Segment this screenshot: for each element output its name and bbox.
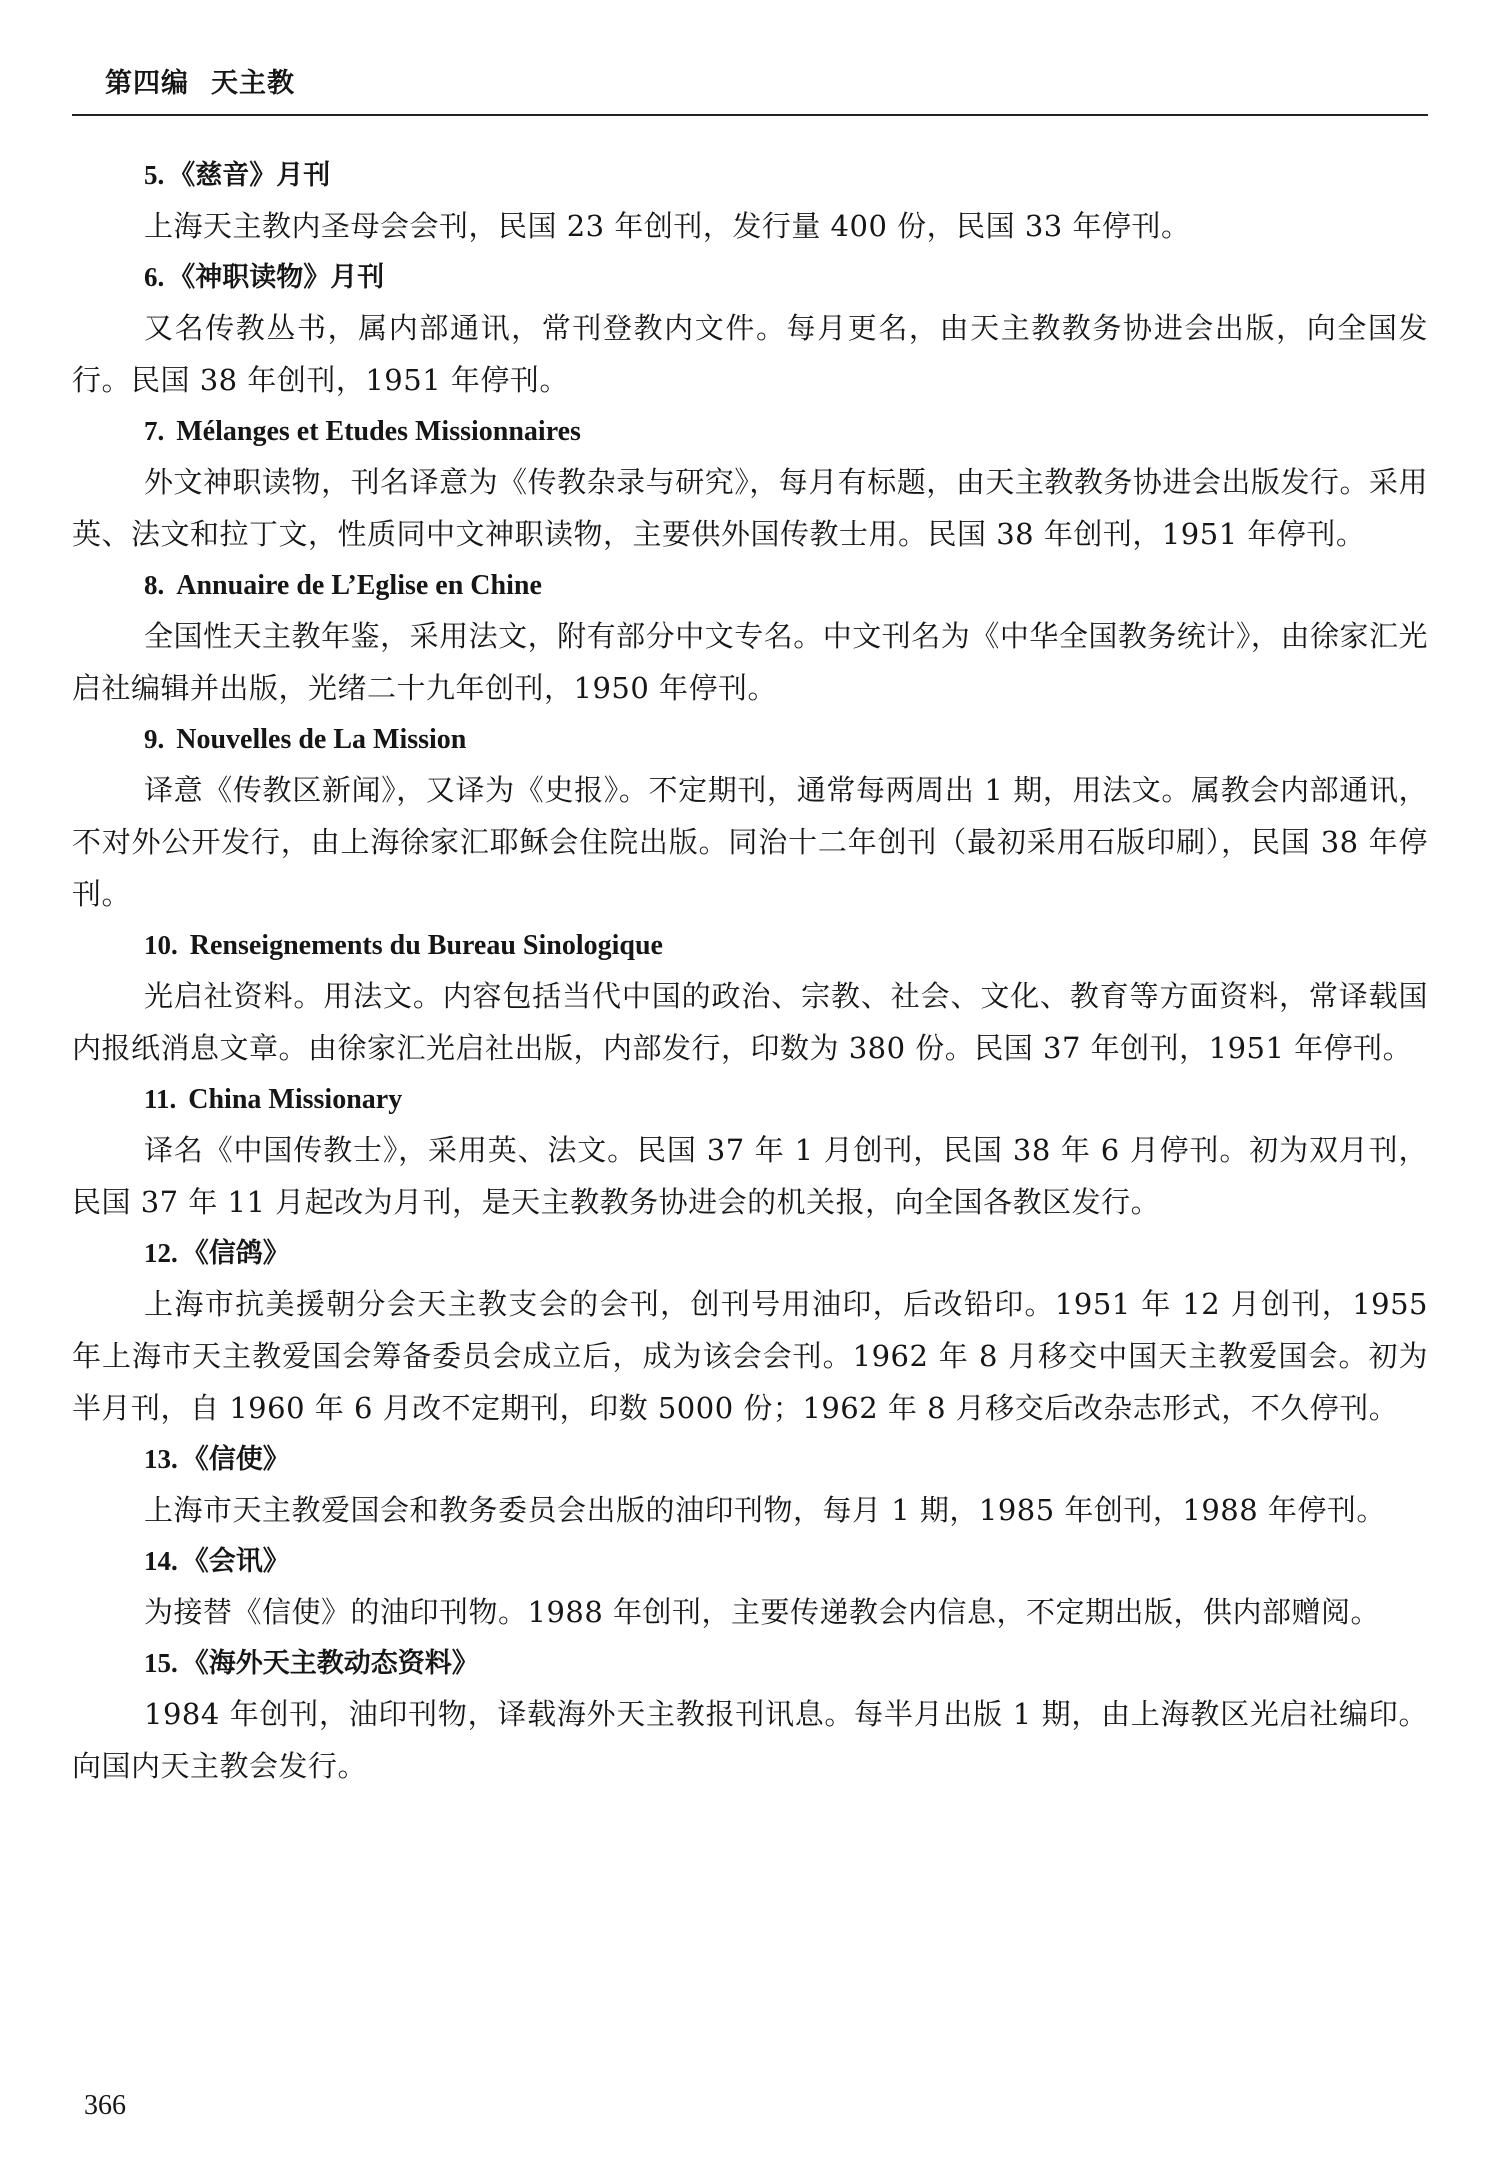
entry-number: 11. bbox=[144, 1084, 177, 1114]
entry-body: 光启社资料。用法文。内容包括当代中国的政治、宗教、社会、文化、教育等方面资料，常译载国内报纸消息文章。由徐家汇光启社出版，内部发行，印数为 380 份。民国 37 年创刊，1951 年停刊。 bbox=[72, 979, 1428, 1065]
entry-number: 6. bbox=[144, 262, 165, 292]
entry-heading bbox=[144, 406, 1428, 456]
entry bbox=[72, 406, 1428, 560]
entry-title: 《慈音》月刊 bbox=[168, 160, 331, 191]
entry-body: 上海天主教内圣母会会刊，民国 23 年创刊，发行量 400 份，民国 33 年停刊。 bbox=[144, 209, 1191, 243]
entry-number: 13. bbox=[144, 1444, 178, 1474]
entry-title: 《神职读物》月刊 bbox=[168, 262, 385, 293]
entry-number: 10. bbox=[144, 930, 178, 960]
entry-heading bbox=[144, 560, 1428, 610]
entry-number: 5. bbox=[144, 160, 165, 190]
entry-title: Annuaire de L’Eglise en Chine bbox=[176, 570, 542, 601]
entry-heading bbox=[144, 1536, 1428, 1586]
entry-body: 外文神职读物，刊名译意为《传教杂录与研究》，每月有标题，由天主教教务协进会出版发行。采用英、法文和拉丁文，性质同中文神职读物，主要供外国传教士用。民国 38 年创刊，1951 年停刊。 bbox=[72, 465, 1428, 551]
entry bbox=[72, 150, 1428, 252]
entry-heading bbox=[144, 1434, 1428, 1484]
entries-list bbox=[72, 150, 1428, 1792]
entry-body: 全国性天主教年鉴，采用法文，附有部分中文专名。中文刊名为《中华全国教务统计》，由徐家汇光启社编辑并出版，光绪二十九年创刊，1950 年停刊。 bbox=[72, 619, 1428, 705]
entry-number: 8. bbox=[144, 570, 165, 600]
entry-body: 1984 年创刊，油印刊物，译载海外天主教报刊讯息。每半月出版 1 期，由上海教区光启社编印。向国内天主教会发行。 bbox=[72, 1697, 1428, 1783]
entry-heading bbox=[144, 1638, 1428, 1688]
entry-heading bbox=[144, 1228, 1428, 1278]
entry-body: 又名传教丛书，属内部通讯，常刊登教内文件。每月更名，由天主教教务协进会出版，向全国发行。民国 38 年创刊，1951 年停刊。 bbox=[72, 311, 1428, 397]
entry-number: 12. bbox=[144, 1238, 178, 1268]
entry bbox=[72, 1228, 1428, 1434]
running-header bbox=[105, 66, 295, 102]
entry-title: 《信使》 bbox=[181, 1444, 290, 1475]
entry-title: Mélanges et Etudes Missionnaires bbox=[176, 416, 581, 447]
entry-body: 译意《传教区新闻》，又译为《史报》。不定期刊，通常每两周出 1 期，用法文。属教会内部通讯，不对外公开发行，由上海徐家汇耶稣会住院出版。同治十二年创刊（最初采用石版印刷），民国 38 年停刊。 bbox=[72, 773, 1428, 911]
entry bbox=[72, 1536, 1428, 1638]
entry-title: China Missionary bbox=[188, 1084, 403, 1115]
entry-body: 译名《中国传教士》，采用英、法文。民国 37 年 1 月创刊，民国 38 年 6 月停刊。初为双月刊，民国 37 年 11 月起改为月刊，是天主教教务协进会的机关报，向全国各教区发行。 bbox=[72, 1133, 1428, 1219]
page-number: 366 bbox=[84, 2090, 126, 2121]
entry bbox=[72, 714, 1428, 920]
entry-body: 上海市抗美援朝分会天主教支会的会刊，创刊号用油印，后改铅印。1951 年 12 月创刊，1955 年上海市天主教爱国会筹备委员会成立后，成为该会会刊。1962 年 8 月移交中国天主教爱国会。初为半月刊，自 1960 年 6 月改不定期刊，印数 5000 份；1962 年 8 月移交后改杂志形式，不久停刊。 bbox=[72, 1287, 1428, 1425]
entry-title: Nouvelles de La Mission bbox=[176, 724, 467, 755]
entry-heading bbox=[144, 920, 1428, 970]
entry-number: 7. bbox=[144, 416, 165, 446]
entry-body: 上海市天主教爱国会和教务委员会出版的油印刊物，每月 1 期，1985 年创刊，1988 年停刊。 bbox=[144, 1493, 1386, 1527]
header-section: 天主教 bbox=[211, 68, 295, 99]
entry bbox=[72, 560, 1428, 714]
entry-heading bbox=[144, 1074, 1428, 1124]
entry bbox=[72, 1074, 1428, 1228]
entry-heading bbox=[144, 150, 1428, 200]
entry-number: 9. bbox=[144, 724, 165, 754]
entry-title: 《海外天主教动态资料》 bbox=[181, 1648, 479, 1679]
header-rule bbox=[72, 114, 1428, 116]
entry bbox=[72, 1434, 1428, 1536]
entry-number: 15. bbox=[144, 1648, 178, 1678]
entry-title: 《会讯》 bbox=[181, 1546, 290, 1577]
entry bbox=[72, 1638, 1428, 1792]
header-part: 第四编 bbox=[105, 68, 189, 99]
entry-number: 14. bbox=[144, 1546, 178, 1576]
entry bbox=[72, 252, 1428, 406]
entry-heading bbox=[144, 252, 1428, 302]
entry-body: 为接替《信使》的油印刊物。1988 年创刊，主要传递教会内信息，不定期出版，供内部赠阅。 bbox=[144, 1595, 1381, 1629]
entry bbox=[72, 920, 1428, 1074]
entry-title: Renseignements du Bureau Sinologique bbox=[189, 930, 663, 961]
entry-heading bbox=[144, 714, 1428, 764]
entry-title: 《信鸽》 bbox=[181, 1238, 290, 1269]
